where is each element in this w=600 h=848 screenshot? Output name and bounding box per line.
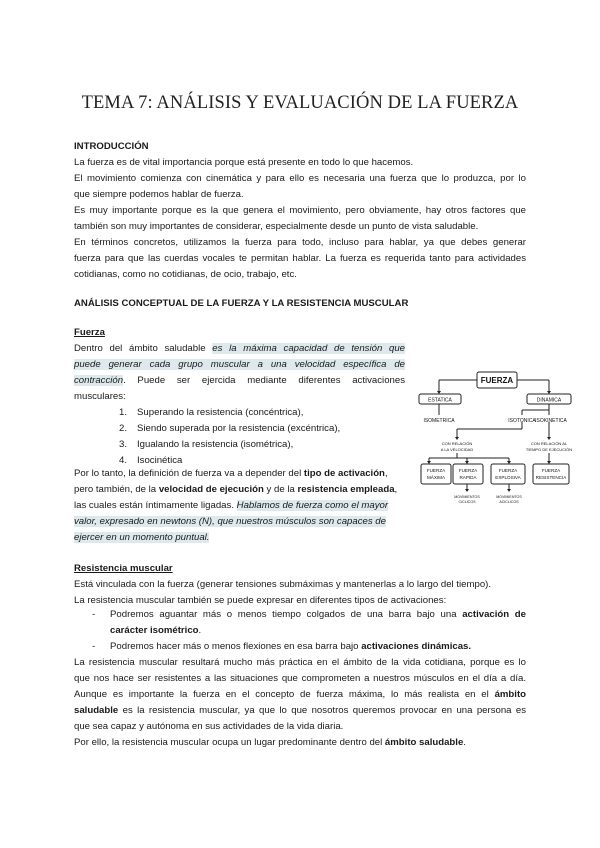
diagram-rel-velocidad-2: A LA VELOCIDAD [440, 447, 474, 452]
fuerza-definition-highlight: ejercer en un momento puntual. [74, 532, 210, 543]
resistencia-heading: Resistencia muscular [74, 563, 173, 574]
fuerza-heading: Fuerza [74, 327, 105, 338]
fuerza-definition-highlight: valor, expresado en newtons (N), que nuestros músculos son capaces de [74, 516, 386, 527]
list-number: 4. [119, 455, 128, 466]
page-title: TEMA 7: ANÁLISIS Y EVALUACIÓN DE LA FUERZA [81, 93, 519, 113]
intro-line-5: también son muy importantes de considerar, especialmente desde un punto de vista saludable. [74, 221, 479, 232]
fuerza-p2-line-3 [74, 498, 388, 514]
resistencia-p-line-6 [74, 735, 526, 751]
fuerza-text: , [384, 468, 388, 479]
diagram-maxima-2: MÁXIMA [426, 475, 446, 480]
list-item: Superando la resistencia (concéntrica), [137, 407, 304, 418]
fuerza-p2-line-5 [74, 530, 209, 546]
resistencia-bold: activaciones dinámicas. [361, 641, 472, 652]
diagram-resistencia-1: FUERZA [541, 468, 561, 473]
fuerza-line-1 [74, 341, 405, 357]
diagram-resistencia-2: RESISTENCIA [535, 475, 567, 480]
fuerza-line-2 [74, 357, 405, 373]
fuerza-text: pero también, de la [74, 484, 157, 495]
diagram-node-box [491, 464, 525, 484]
resistencia-bullet-2 [110, 639, 471, 655]
resistencia-line-1: Está vinculada con la fuerza (generar tensiones submáximas y mantenerlas a lo largo del tiempo). [74, 579, 492, 590]
diagram-rel-tiempo-1: CON RELACIÓN AL [530, 441, 568, 446]
resistencia-text: Por ello, la resistencia muscular ocupa un lugar predominante dentro del [74, 737, 383, 748]
fuerza-definition-highlight: puede generar cada grupo muscular a una velocidad específica de [74, 359, 405, 370]
diagram-node-box [453, 464, 483, 484]
list-number: 2. [119, 423, 128, 434]
diagram-note-aciclicos-2: ACICLICOS [499, 500, 519, 504]
fuerza-text: Dentro del ámbito saludable [74, 343, 206, 354]
fuerza-text: Por lo tanto, la definición de fuerza va a depender del [74, 468, 302, 479]
resistencia-p-line-3 [74, 687, 526, 703]
intro-line-4: Es muy importante porque es la que genera el movimiento, pero obviamente, hay otros factores que [74, 205, 526, 216]
diagram-node-box [421, 464, 451, 484]
diagram-isotonica-label: ISOTONICA [508, 418, 536, 424]
fuerza-definition-highlight: Hablamos de fuerza como el mayor [236, 500, 389, 511]
diagram-explosiva-2: EXPLOSIVA [495, 475, 521, 480]
section-heading-analisis: ANÁLISIS CONCEPTUAL DE LA FUERZA Y LA RESISTENCIA MUSCULAR [74, 298, 409, 309]
resistencia-bullet-1b [110, 623, 201, 639]
resistencia-bold: carácter isométrico [110, 625, 199, 636]
list-item: Igualando la resistencia (isométrica), [137, 439, 294, 450]
diagram-explosiva-1: FUERZA [498, 468, 518, 473]
fuerza-bold: tipo de activación [303, 468, 385, 479]
intro-line-1: La fuerza es de vital importancia porque está presente en todo lo que hacemos. [74, 157, 414, 168]
diagram-note-ciclicos-2: CICLICOS [458, 500, 476, 504]
fuerza-bold: resistencia empleada [297, 484, 395, 495]
resistencia-text: Podremos hacer más o menos flexiones en esa barra bajo [110, 641, 359, 652]
list-item: Isocinética [137, 455, 183, 466]
fuerza-p2-line-1 [74, 466, 388, 482]
diagram-dinamica-label: DINAMICA [536, 397, 562, 404]
fuerza-bold: velocidad de ejecución [158, 484, 264, 495]
fuerza-text: las cuales están íntimamente ligadas. [74, 500, 234, 511]
diagram-isokinetica-label: ISOKINETICA [535, 418, 567, 424]
resistencia-text: Podremos aguantar más o menos tiempo colgados de una barra bajo una [110, 609, 457, 620]
intro-heading: INTRODUCCIÓN [74, 141, 149, 152]
fuerza-classification-diagram [417, 365, 577, 515]
fuerza-text: . Puede ser ejercida mediante diferentes activaciones [123, 375, 405, 386]
diagram-rapida-2: RAPIDA [459, 475, 477, 480]
list-number: 3. [119, 439, 128, 450]
list-item: Siendo superada por la resistencia (excéntrica), [137, 423, 341, 434]
resistencia-p-line-1: La resistencia muscular resultará mucho más práctica en el ámbito de la vida cotidiana, porque es lo [74, 657, 526, 668]
diagram-estatica-label: ESTATICA [428, 397, 452, 404]
resistencia-text: Aunque es importante la fuerza en el concepto de fuerza máxima, lo más realista en el [74, 689, 489, 700]
intro-line-7: fuerza para que las cuerdas vocales te permitan hablar. La fuerza es requerida tanto para actividades [74, 253, 526, 264]
resistencia-bold: saludable [74, 705, 119, 716]
diagram-node-box [533, 464, 569, 484]
resistencia-p-line-4 [74, 703, 526, 719]
fuerza-definition-highlight: es la máxima capacidad de tensión que [212, 343, 405, 354]
resistencia-text: es la resistencia muscular, ya que lo que nosotros queremos provocar en una persona es [122, 705, 526, 716]
diagram-note-aciclicos-1: MOVIMIENTOS [496, 495, 522, 499]
intro-line-3: que siempre podemos hablar de fuerza. [74, 189, 244, 200]
resistencia-p-line-5: que sea capaz y autónoma en sus actividades de la vida diaria. [74, 721, 344, 732]
diagram-rel-tiempo-2: TIEMPO DE EJECUCIÓN [525, 447, 573, 452]
list-number: 1. [119, 407, 128, 418]
fuerza-p2-line-4 [74, 514, 386, 530]
fuerza-definition-highlight: contracción [74, 375, 124, 386]
intro-line-2: El movimiento comienza con cinemática y para ello es necesaria una fuerza que lo produzca, por lo [74, 173, 526, 184]
fuerza-line-3 [74, 373, 405, 389]
bullet-dash: - [92, 609, 96, 620]
diagram-rapida-1: FUERZA [458, 468, 478, 473]
fuerza-line-4: musculares: [74, 391, 126, 402]
resistencia-text: . [198, 625, 202, 636]
fuerza-text: y de la [266, 484, 295, 495]
resistencia-bullet-1a [110, 607, 526, 623]
diagram-note-ciclicos-1: MOVIMIENTOS [454, 495, 480, 499]
resistencia-bold: ámbito [494, 689, 527, 700]
intro-line-8: cotidianas, como no cotidianas, de ocio, trabajo, etc. [74, 269, 297, 280]
diagram-maxima-1: FUERZA [426, 468, 446, 473]
resistencia-p-line-2: que nos hace ser resistentes a las situaciones que comprometen a nuestros músculos en el día a día. [74, 673, 526, 684]
fuerza-p2-line-2 [74, 482, 397, 498]
bullet-dash: - [92, 641, 96, 652]
fuerza-text: , [394, 484, 398, 495]
diagram-rel-velocidad-1: CON RELACIÓN [441, 441, 473, 446]
resistencia-bold: ámbito saludable [384, 737, 464, 748]
diagram-root-label: FUERZA [480, 376, 514, 385]
resistencia-text: . [463, 737, 466, 748]
resistencia-line-2: La resistencia muscular también se puede expresar en diferentes tipos de activaciones: [74, 595, 447, 606]
diagram-isometrica-label: ISOMETRICA [423, 418, 455, 424]
intro-line-6: En términos concretos, utilizamos la fuerza para todo, incluso para hablar, ya que debes generar [74, 237, 526, 248]
resistencia-bold: activación de [462, 609, 526, 620]
